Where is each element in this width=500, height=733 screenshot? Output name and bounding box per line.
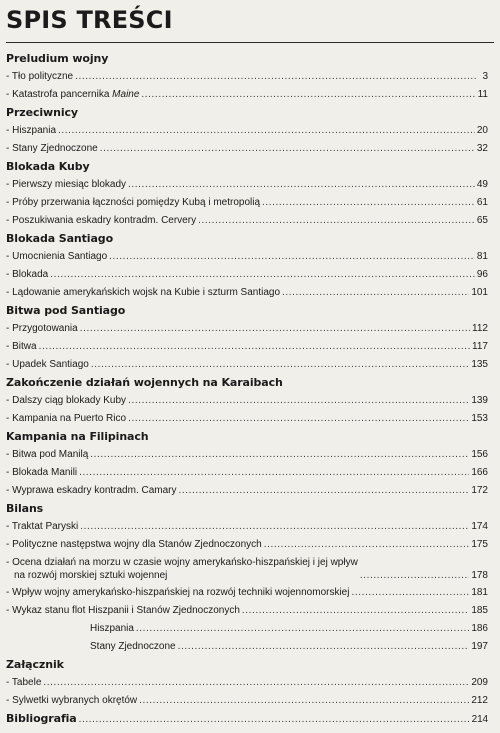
page-number: 61 <box>476 197 488 208</box>
page-number: 101 <box>471 287 488 298</box>
toc-entry <box>6 176 488 194</box>
toc-entry <box>6 584 488 602</box>
entry-label-text: - Wyprawa eskadry kontradm. Camary <box>6 485 177 496</box>
dot-leader <box>39 338 470 356</box>
toc-entry <box>6 518 488 536</box>
page-number: 3 <box>482 71 488 82</box>
entry-label-text: - Polityczne następstwa wojny dla Stanów Zjednoczonych <box>6 539 262 550</box>
entry-label-text: - Traktat Paryski <box>6 521 79 532</box>
entry-label <box>6 584 349 602</box>
entry-label-text: - Kampania na Puerto Rico <box>6 413 127 424</box>
page-number: 96 <box>476 269 488 280</box>
page-number: 153 <box>471 413 488 424</box>
page-number: 185 <box>471 605 488 616</box>
page-number: 112 <box>472 323 488 334</box>
page-number: 186 <box>471 623 488 634</box>
entry-label-text: - Bitwa <box>6 341 37 352</box>
section-heading: Bilans <box>6 502 44 515</box>
toc-entry <box>6 464 488 482</box>
entry-label-italic: Maine <box>112 89 140 100</box>
entry-label-text: - Lądowanie amerykańskich wojsk na Kubie i szturm Santiago <box>6 287 281 298</box>
section-heading: Blokada Kuby <box>6 160 90 173</box>
entry-label-text: Hiszpania <box>90 623 134 634</box>
toc-entry <box>6 338 488 356</box>
entry-label-text: - Dalszy ciąg blokady Kuby <box>6 395 127 406</box>
entry-label <box>6 464 77 482</box>
section-heading: Przeciwnicy <box>6 106 78 119</box>
page-number: 178 <box>471 570 488 581</box>
page-number: 181 <box>471 587 488 598</box>
dot-leader <box>128 410 469 428</box>
dot-leader <box>264 536 470 554</box>
toc-entry <box>6 122 488 140</box>
dot-leader <box>43 674 469 692</box>
entry-label <box>6 248 107 266</box>
toc-entry <box>6 266 488 284</box>
entry-label <box>90 638 176 656</box>
toc-entry <box>6 602 488 620</box>
entry-label-text: - Próby przerwania łączności pomiędzy Kubą i metropolią <box>6 197 261 208</box>
table-of-contents <box>6 50 488 728</box>
dot-leader <box>79 464 469 482</box>
dot-leader <box>360 569 470 584</box>
page-number: 172 <box>471 485 488 496</box>
page-number: 81 <box>476 251 488 262</box>
entry-label <box>6 68 73 86</box>
page-number: 212 <box>471 695 488 706</box>
toc-entry <box>6 446 488 464</box>
toc-entry <box>6 674 488 692</box>
toc-entry <box>6 356 488 374</box>
entry-label-text: - Upadek Santiago <box>6 359 89 370</box>
page-number: 32 <box>476 143 488 154</box>
entry-label <box>6 176 126 194</box>
dot-leader <box>91 356 469 374</box>
entry-label <box>6 356 89 374</box>
entry-label-text: - Katastrofa pancernika <box>6 89 113 100</box>
entry-label <box>6 338 37 356</box>
dot-leader <box>179 482 470 500</box>
toc-entry <box>6 140 488 158</box>
toc-entry <box>6 410 488 428</box>
page-number: 156 <box>471 449 488 460</box>
entry-label-text: - Pierwszy miesiąc blokady <box>6 179 127 190</box>
section-heading: Zakończenie działań wojennych na Karaibach <box>6 376 283 389</box>
entry-label <box>6 86 139 104</box>
dot-leader <box>351 584 469 602</box>
entry-label <box>6 410 126 428</box>
entry-label <box>6 122 56 140</box>
page-number: 11 <box>477 89 488 100</box>
page-number: 65 <box>476 215 488 226</box>
entry-label-text: - Umocnienia Santiago <box>6 251 108 262</box>
entry-label <box>6 392 126 410</box>
dot-leader <box>198 212 475 230</box>
page-number: 20 <box>476 125 488 136</box>
entry-label <box>6 602 240 620</box>
entry-label-text: - Bitwa pod Manilą <box>6 449 89 460</box>
toc-entry <box>6 620 488 638</box>
dot-leader <box>136 620 469 638</box>
dot-leader <box>282 284 469 302</box>
entry-label <box>6 692 137 710</box>
entry-label-text: - Stany Zjednoczone <box>6 143 98 154</box>
section-heading: Bitwa pod Santiago <box>6 304 126 317</box>
entry-label-text: - Sylwetki wybranych okrętów <box>6 695 138 706</box>
section-heading: Kampania na Filipinach <box>6 430 149 443</box>
dot-leader <box>262 194 475 212</box>
page-number: 135 <box>471 359 488 370</box>
dot-leader <box>141 86 475 104</box>
toc-entry <box>6 248 488 266</box>
page-number: 117 <box>472 341 488 352</box>
toc-entry <box>6 392 488 410</box>
entry-label <box>6 536 262 554</box>
entry-label <box>6 320 78 338</box>
entry-label-text: Stany Zjednoczone <box>90 641 176 652</box>
entry-label <box>6 266 48 284</box>
title-divider <box>6 42 494 43</box>
bibliography-entry <box>6 710 488 728</box>
entry-label <box>6 140 98 158</box>
dot-leader <box>128 176 475 194</box>
entry-label-line2: na rozwój morskiej sztuki wojennej <box>14 570 168 581</box>
entry-label-text: - Blokada <box>6 269 49 280</box>
entry-label-text: - Wpływ wojny amerykańsko-hiszpańskiej na rozwój techniki wojennomorskiej <box>6 587 350 598</box>
entry-label <box>6 446 88 464</box>
dot-leader <box>109 248 475 266</box>
entry-label <box>6 518 78 536</box>
dot-leader <box>242 602 469 620</box>
page-number: 197 <box>471 641 488 652</box>
entry-label <box>6 556 358 584</box>
dot-leader <box>75 68 476 86</box>
entry-label-text: - Ocena działań na morzu w czasie wojny amerykańsko-hiszpańskiej i jej wpływ <box>6 557 358 568</box>
dot-leader <box>80 320 470 338</box>
toc-entry <box>6 638 488 656</box>
toc-entry <box>6 482 488 500</box>
entry-label-text: - Poszukiwania eskadry kontradm. Cervery <box>6 215 197 226</box>
page-number: 139 <box>471 395 488 406</box>
toc-entry <box>6 284 488 302</box>
toc-entry <box>6 68 488 86</box>
page-number: 166 <box>471 467 488 478</box>
section-heading: Załącznik <box>6 658 64 671</box>
dot-leader <box>58 122 475 140</box>
toc-entry <box>6 212 488 230</box>
entry-label-text: - Tabele <box>6 677 42 688</box>
entry-label <box>90 620 134 638</box>
entry-label <box>6 194 260 212</box>
section-heading: Preludium wojny <box>6 52 109 65</box>
entry-label <box>6 482 177 500</box>
toc-entry <box>6 692 488 710</box>
page-title: SPIS TREŚCI <box>6 6 173 34</box>
page-number: 214 <box>471 714 488 725</box>
dot-leader <box>90 446 469 464</box>
toc-entry <box>6 194 488 212</box>
entry-label-text: - Wykaz stanu flot Hiszpanii i Stanów Zjednoczonych <box>6 605 240 616</box>
toc-entry <box>6 554 488 584</box>
dot-leader <box>178 638 470 656</box>
entry-label-text: - Tło polityczne <box>6 71 74 82</box>
dot-leader <box>139 692 469 710</box>
section-heading: Blokada Santiago <box>6 232 114 245</box>
dot-leader <box>79 711 470 729</box>
toc-entry <box>6 536 488 554</box>
page-number: 174 <box>471 521 488 532</box>
toc-entry <box>6 320 488 338</box>
dot-leader <box>128 392 469 410</box>
page-number: 209 <box>471 677 488 688</box>
entry-label-text: - Przygotowania <box>6 323 78 334</box>
entry-label-text: - Blokada Manili <box>6 467 78 478</box>
bibliography-label: Bibliografia <box>6 712 77 725</box>
page-number: 175 <box>471 539 488 550</box>
dot-leader <box>80 518 469 536</box>
entry-label <box>6 674 41 692</box>
dot-leader <box>100 140 475 158</box>
toc-entry <box>6 86 488 104</box>
entry-label <box>6 212 196 230</box>
entry-label <box>6 284 280 302</box>
entry-label-text: - Hiszpania <box>6 125 57 136</box>
dot-leader <box>50 266 475 284</box>
page-number: 49 <box>476 179 488 190</box>
